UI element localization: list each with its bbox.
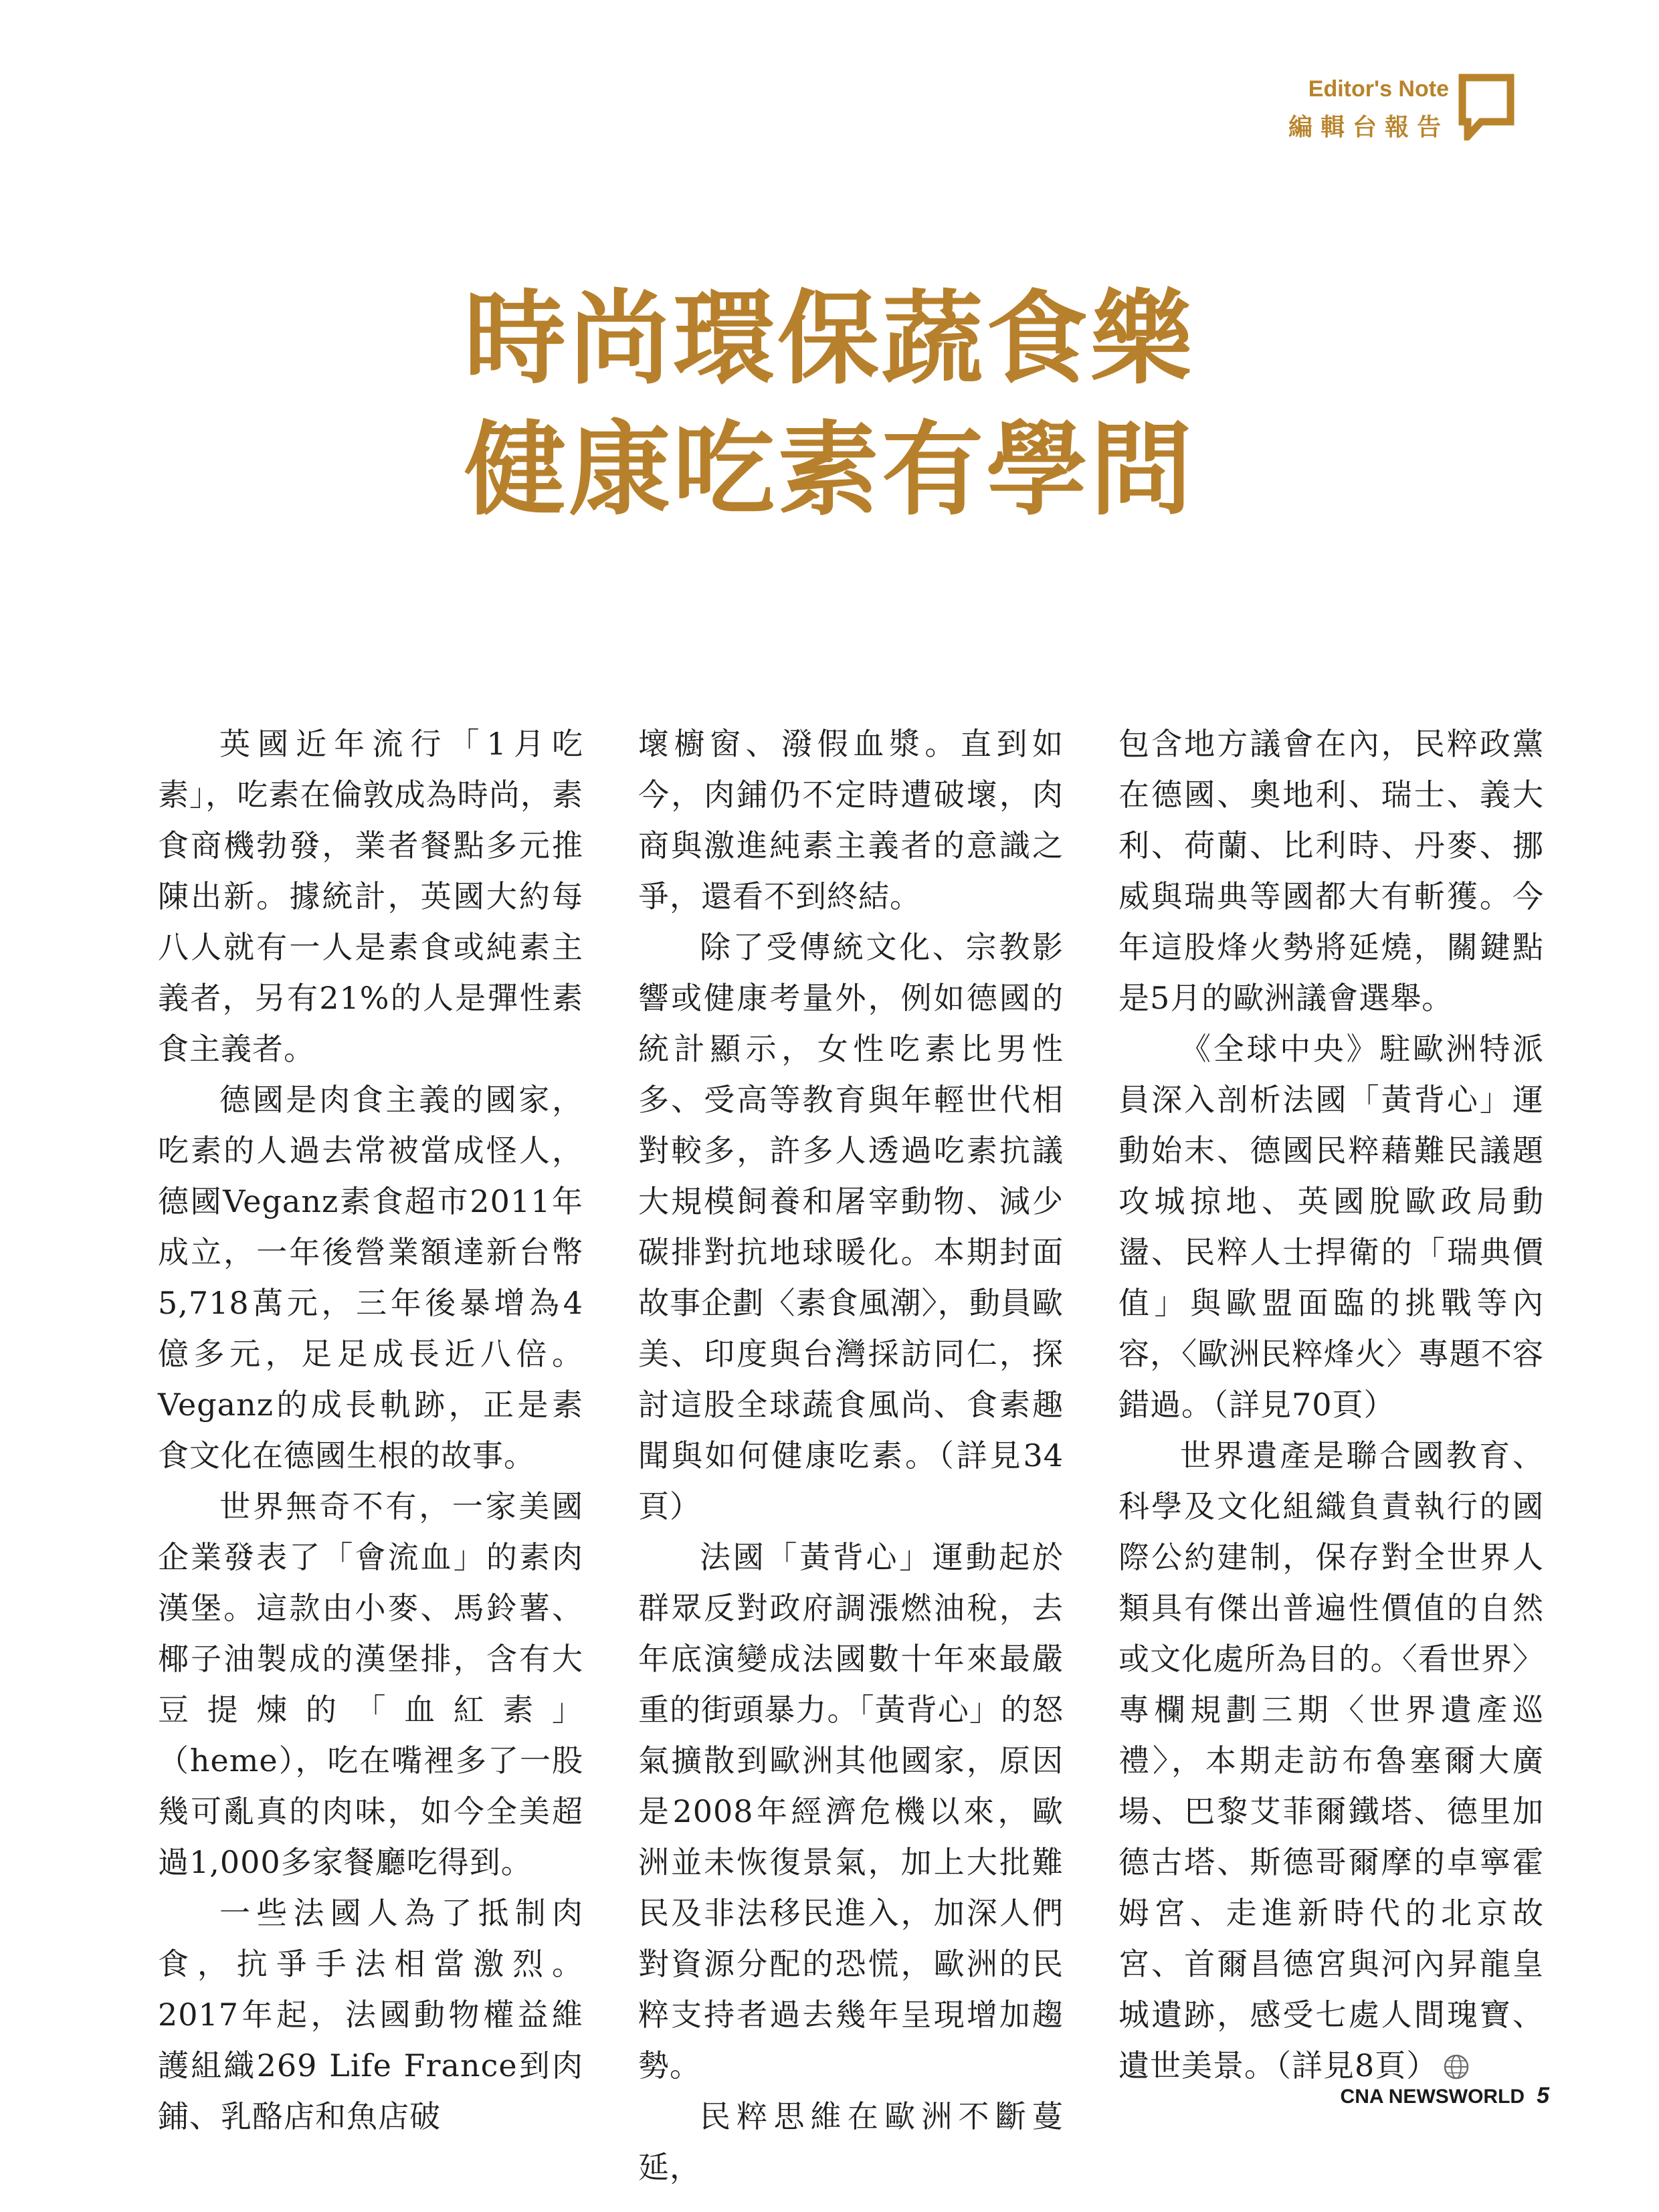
paragraph: 英國近年流行「1月吃素」，吃素在倫敦成為時尚，素食商機勃發，業者餐點多元推陳出新。據統計，英國大約每八人就有一人是素食或純素主義者，另有21%的人是彈性素食主義者。: [158, 726, 583, 1067]
globe-icon: [1443, 2053, 1470, 2080]
section-label-en: Editor's Note: [1308, 76, 1449, 102]
paragraph: 民粹思維在歐洲不斷蔓延，: [638, 2098, 1064, 2185]
article-column-1: [158, 718, 583, 2193]
page-number: 5: [1537, 2083, 1549, 2108]
last-paragraph: [1118, 1430, 1544, 2091]
paragraph: 《全球中央》駐歐洲特派員深入剖析法國「黃背心」運動始末、德國民粹藉難民議題攻城掠地、英國脫歐政局動盪、民粹人士捍衛的「瑞典價值」與歐盟面臨的挑戰等內容，〈歐洲民粹烽火〉專題不容錯過。（詳見70頁）: [1118, 1031, 1544, 1423]
paragraph-text: 世界遺產是聯合國教育、科學及文化組織負責執行的國際公約建制，保存對全世界人類具有傑出普遍性價值的自然或文化處所為目的。〈看世界〉專欄規劃三期〈世界遺產巡禮〉，本期走訪布魯塞爾大廣場、巴黎艾菲爾鐵塔、德里加德古塔、斯德哥爾摩的卓寧霍姆宮、走進新時代的北京故宮、首爾昌德宮與河內昇龍皇城遺跡，感受七處人間瑰寶、遺世美景。（詳見8頁）: [1118, 1437, 1544, 2084]
article-body: [158, 718, 1544, 2193]
publication-name: CNA NEWSWORLD: [1340, 2086, 1525, 2108]
paragraph: 包含地方議會在內，民粹政黨在德國、奧地利、瑞士、義大利、荷蘭、比利時、丹麥、挪威與瑞典等國都大有斬獲。今年這股烽火勢將延燒，關鍵點是5月的歐洲議會選舉。: [1118, 726, 1544, 1016]
article-column-2: [638, 718, 1064, 2193]
paragraph: 除了受傳統文化、宗教影響或健康考量外，例如德國的統計顯示，女性吃素比男性多、受高等教育與年輕世代相對較多，許多人透過吃素抗議大規模飼養和屠宰動物、減少碳排對抗地球暖化。本期封面故事企劃〈素食風潮〉，動員歐美、印度與台灣採訪同仁，探討這股全球蔬食風尚、食素趣聞與如何健康吃素。（詳見34頁）: [638, 929, 1064, 1524]
speech-bubble-icon: [1458, 74, 1515, 140]
headline-line-2: 健康吃素有學問: [464, 409, 1195, 529]
section-label-zh: 編輯台報告: [1288, 114, 1449, 141]
headline-line-1: 時尚環保蔬食樂: [464, 278, 1195, 398]
paragraph: 壞櫥窗、潑假血漿。直到如今，肉鋪仍不定時遭破壞，肉商與激進純素主義者的意識之爭，還看不到終結。: [638, 726, 1064, 914]
article-column-3: [1118, 718, 1544, 2193]
paragraph: 一些法國人為了抵制肉食，抗爭手法相當激烈。2017年起，法國動物權益維護組織269 Life France到肉鋪、乳酪店和魚店破: [158, 1895, 583, 2134]
paragraph: 法國「黃背心」運動起於群眾反對政府調漲燃油稅，去年底演變成法國數十年來最嚴重的街頭暴力。「黃背心」的怒氣擴散到歐洲其他國家，原因是2008年經濟危機以來，歐洲並未恢復景氣，加上大批難民及非法移民進入，加深人們對資源分配的恐慌，歐洲的民粹支持者過去幾年呈現增加趨勢。: [638, 1539, 1064, 2084]
paragraph: 德國是肉食主義的國家，吃素的人過去常被當成怪人，德國Veganz素食超市2011年成立，一年後營業額達新台幣5,718萬元，三年後暴增為4億多元，足足成長近八倍。Veganz的成長軌跡，正是素食文化在德國生根的故事。: [158, 1082, 583, 1474]
paragraph: 世界無奇不有，一家美國企業發表了「會流血」的素肉漢堡。這款由小麥、馬鈴薯、椰子油製成的漢堡排，含有大豆提煉的「血紅素」（heme），吃在嘴裡多了一股幾可亂真的肉味，如今全美超過1,000多家餐廳吃得到。: [158, 1488, 583, 1880]
page-footer: [1341, 2083, 1549, 2109]
